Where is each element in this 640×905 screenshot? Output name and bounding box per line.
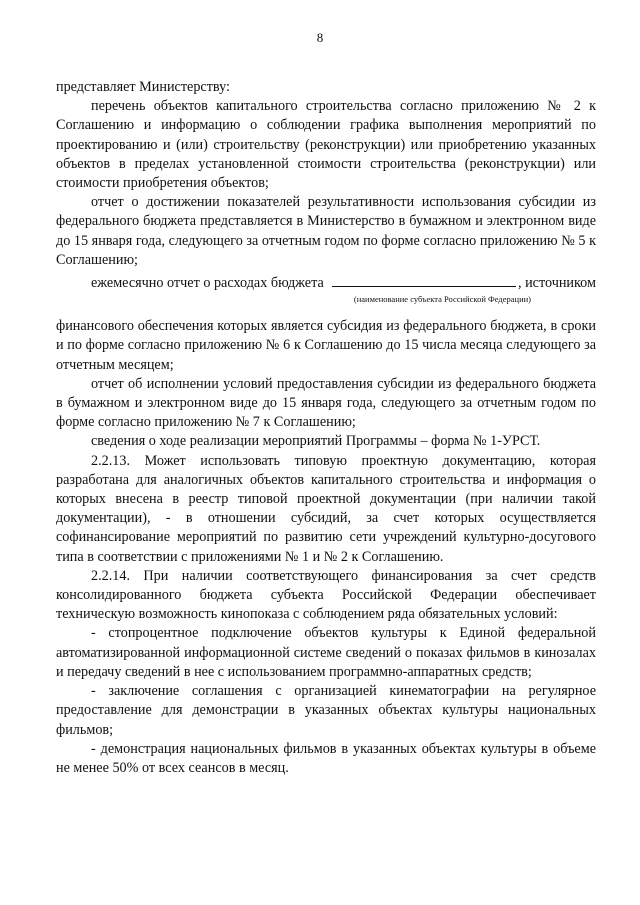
monthly-report-start: ежемесячно отчет о расходах бюджета: [91, 275, 324, 292]
page-number: 8: [316, 30, 324, 45]
paragraph-connection: - стопроцентное подключение объектов культуры к Единой федеральной автоматизированной информационной системе сведений о показах фильмов в кинозалах и передачу сведений в нее с использованием программно-аппаратных средств;: [56, 625, 596, 680]
paragraph-screening: - демонстрация национальных фильмов в указанных объектах культуры в объеме не менее 50% от всех сеансов в месяц.: [56, 740, 596, 776]
paragraph-2-2-14: 2.2.14. При наличии соответствующего финансирования за счет средств консолидированного бюджета субъекта Российской Федерации обеспечивает техническую возможность кинопоказа с соблюдением ряда обязательных условий:: [56, 567, 596, 623]
monthly-report-line: [56, 274, 596, 293]
paragraph-object-list: перечень объектов капитального строительства согласно приложению № 2 к Соглашению и информацию о соблюдении графика выполнения мероприятий по проектированию и (или) строительству (реконструкции) или приобретению указанных объектов в пределах установленной стоимости строительства (реконструкции) или стоимости приобретения объектов;: [56, 98, 596, 192]
blank-caption: (наименование субъекта Российской Федерации): [353, 294, 531, 305]
paragraph-intro: представляет Министерству:: [56, 79, 230, 95]
monthly-report-end: , источником: [517, 275, 596, 292]
paragraph-program-progress: сведения о ходе реализации мероприятий Программы – форма № 1-УРСТ.: [91, 433, 541, 450]
paragraph-agreement: - заключение соглашения с организацией кинематографии на регулярное предоставление для демонстрации в указанных объектах культуры национальных фильмов;: [56, 683, 596, 738]
paragraph-2-2-13: 2.2.13. Может использовать типовую проектную документацию, которая разработана для аналогичных объектов капитального строительства и информация о которых внесена в реестр типовой проектной документации (при наличии такой документации), - в отношении субсидий, за счет которых осуществляется софинансирование мероприятий по развитию сети учреждений культурно-досугового типа в соответствии с приложениями № 1 и № 2 к Соглашению.: [56, 452, 596, 565]
document-body: [56, 78, 596, 778]
budget-name-blank: [332, 274, 516, 287]
paragraph-performance-report: отчет о достижении показателей результативности использования субсидии из федерального бюджета представляется в Министерство в бумажном и электронном виде до 15 января года, следующего за отчетным годом по форме согласно приложению № 5 к Соглашению;: [56, 194, 596, 268]
paragraph-conditions-report: отчет об исполнении условий предоставления субсидии из федерального бюджета в бумажном и электронном виде до 15 января года, следующего за отчетным годом по форме согласно приложению № 7 к Соглашению;: [56, 375, 596, 431]
paragraph-monthly-report-cont: финансового обеспечения которых является субсидия из федерального бюджета, в сроки и по форме согласно приложению № 6 к Соглашению до 15 числа месяца следующего за отчетным месяцем;: [56, 318, 596, 373]
